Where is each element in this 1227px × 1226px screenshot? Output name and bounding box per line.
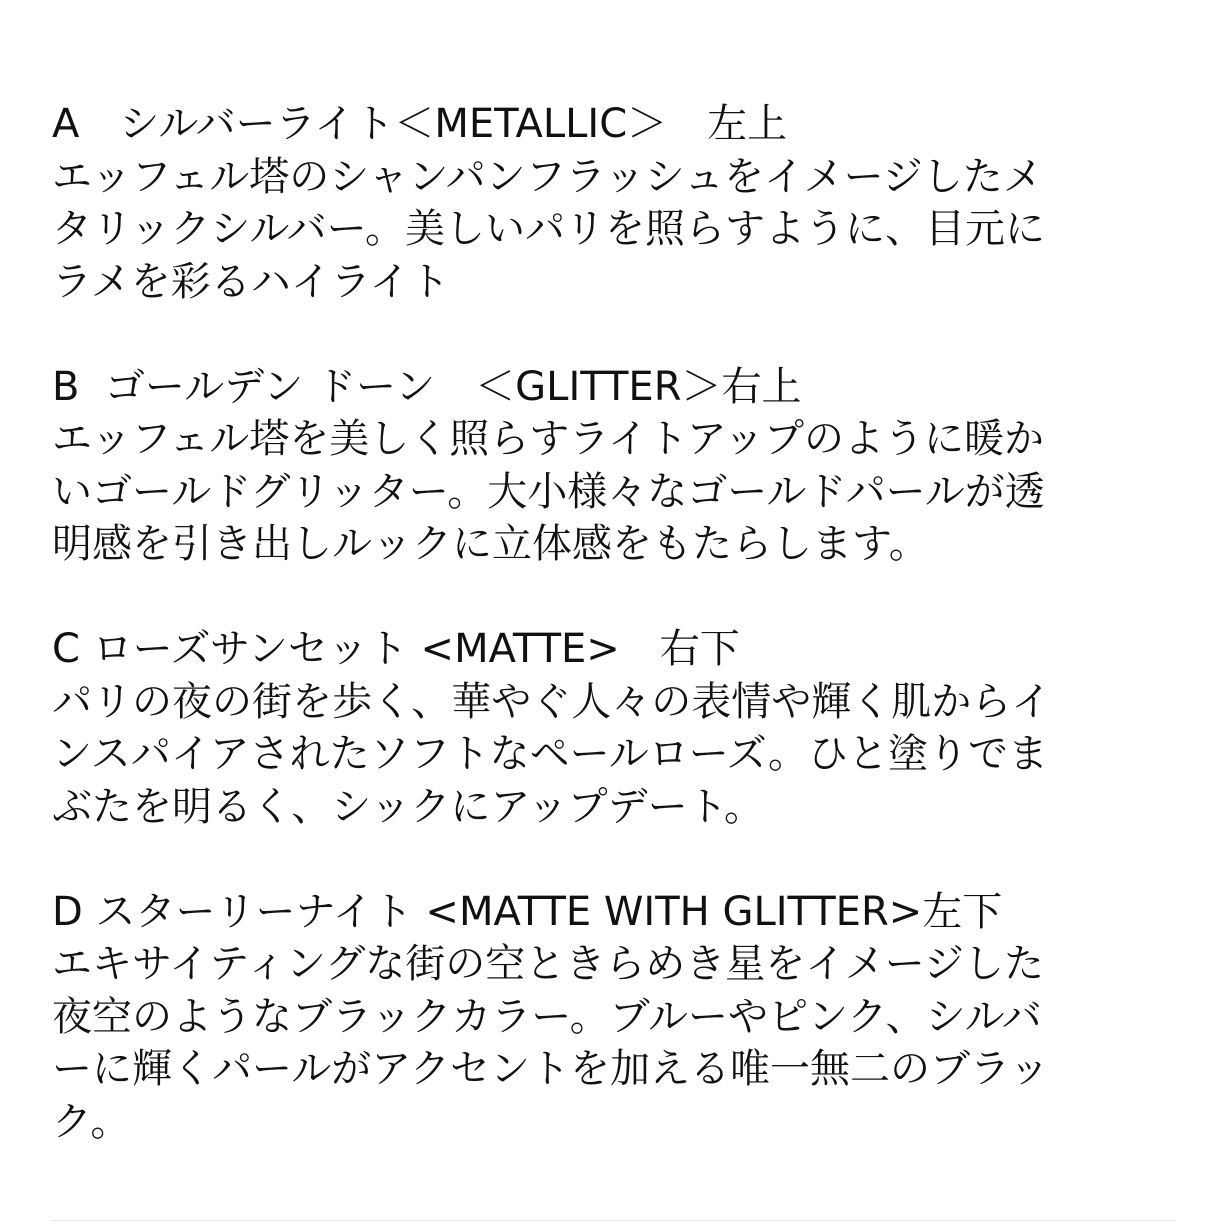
description-line: ーに輝くパールがアクセントを加える唯一無二のブラッ xyxy=(52,1046,1050,1092)
bottom-divider xyxy=(52,1220,1175,1221)
description-line: エキサイティングな街の空ときらめき星をイメージした xyxy=(52,941,1044,987)
section-heading: A シルバーライト＜METALLIC＞ 左上 xyxy=(52,101,788,147)
section-heading: C ローズサンセット <MATTE> 右下 xyxy=(52,626,740,672)
description-line: エッフェル塔を美しく照らすライトアップのように暖か xyxy=(52,416,1044,462)
description-line: エッフェル塔のシャンパンフラッシュをイメージしたメ xyxy=(52,153,1043,200)
section-b xyxy=(52,361,1182,571)
description-line: ぶたを明るく、シックにアップデート。 xyxy=(52,783,764,830)
section-a xyxy=(52,98,1182,308)
product-description-text xyxy=(52,98,1182,1148)
description-line: ク。 xyxy=(52,1098,131,1145)
section-c xyxy=(52,623,1182,833)
description-line: 明感を引き出しルックに立体感をもたらします。 xyxy=(52,521,929,567)
section-heading: B ゴールデン ドーン ＜GLITTER＞右上 xyxy=(52,363,802,410)
description-line: ンスパイアされたソフトなペールローズ。ひと塗りでま xyxy=(52,731,1048,777)
description-line: いゴールドグリッター。大小様々なゴールドパールが透 xyxy=(52,468,1045,515)
section-d xyxy=(52,886,1182,1149)
description-line: 夜空のようなブラックカラー。ブルーやピンク、シルバ xyxy=(52,993,1042,1040)
description-line: ラメを彩るハイライト xyxy=(52,258,450,305)
section-spacer xyxy=(52,833,1182,886)
section-heading: D スターリーナイト <MATTE WITH GLITTER>左下 xyxy=(52,888,1003,935)
description-line: タリックシルバー。美しいパリを照らすように、目元に xyxy=(52,206,1045,252)
section-spacer xyxy=(52,571,1182,624)
section-spacer xyxy=(52,308,1182,361)
description-line: パリの夜の街を歩く、華やぐ人々の表情や輝く肌からイ xyxy=(52,678,1052,725)
